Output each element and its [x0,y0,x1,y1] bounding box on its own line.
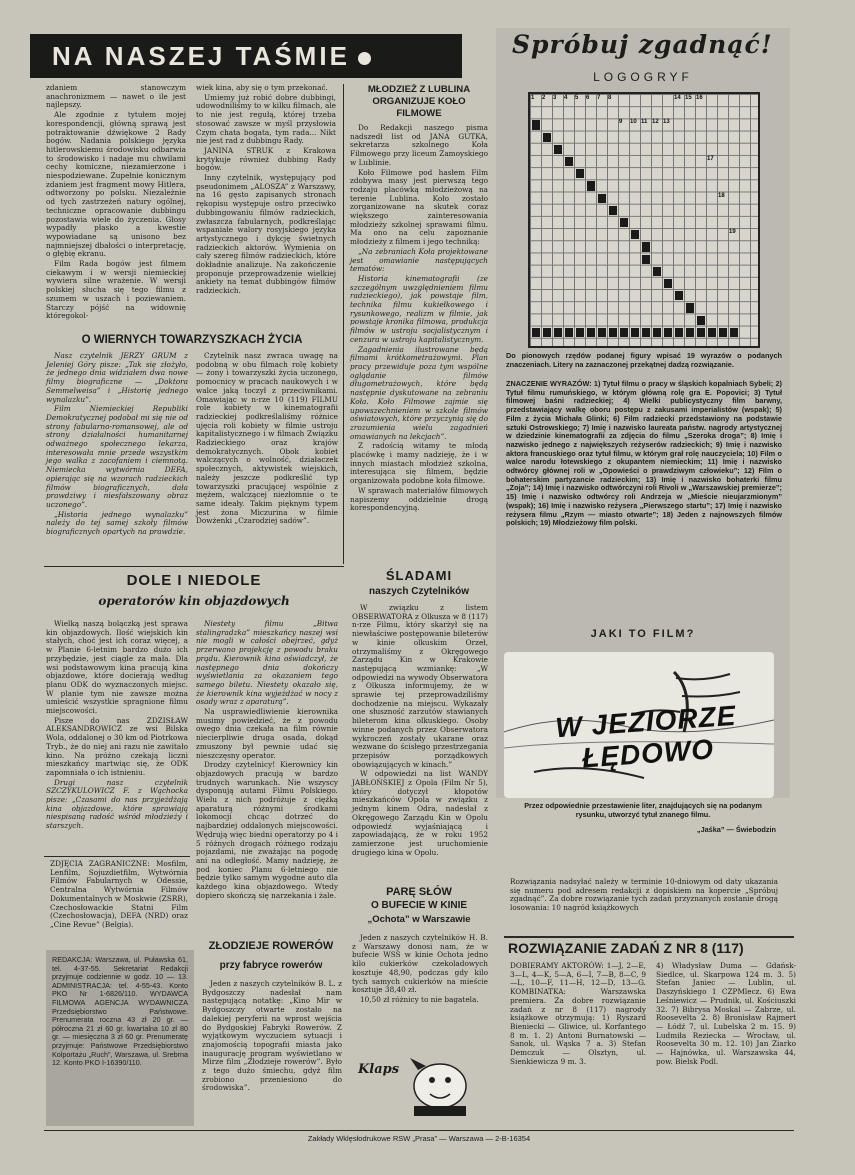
grid-number: 16 [696,95,703,101]
grid-shaded-cell [587,181,595,190]
grid-shaded-cell [576,328,584,337]
footer-rule [44,1130,794,1131]
headline-sladami: ŚLADAMI [385,568,453,583]
grid-number: 18 [718,192,725,199]
grid-shaded-cell [642,328,650,337]
article-wiernych-left [46,352,188,538]
grid-shaded-cell [697,316,705,325]
grid-shaded-cell [598,328,606,337]
grid-number: 8 [608,95,612,101]
logogryf-grid [528,92,760,348]
grid-number: 6 [586,95,590,101]
cartoon-illustration [352,1040,488,1122]
grid-number: 12 [652,119,659,126]
article-dole-right [196,620,338,902]
grid-number: 11 [641,119,648,126]
grid-shaded-cell [653,328,661,337]
jaki-caption: Przez odpowiednie przestawienie liter, znajdujących się na podanym rysunku, utworzyć tytuł znanego filmu. [524,801,762,819]
section-rule [44,856,190,857]
grid-shaded-cell [686,303,694,312]
paragraph: zdaniem stanowczym anachronizmem — nawet o ile jest najlepszy. [46,83,186,110]
logogryf-intro: Do pionowych rzędów podanej figury wpisać 19 wyrazów o podanych znaczeniach. Litery na zaznaczonej przekątnej dadzą rozwiązanie. [506,351,782,369]
paragraph: JANINA STRUK z Krakowa krytykuje również dubbing Rady bogów. [196,145,336,173]
grid-shaded-cell [620,218,628,227]
article-lublin [350,124,488,514]
paragraph: Drodzy czytelnicy! Kierownicy kin objazdowych pracują w bardzo trudnych warunkach. Nie wszyscy dysponują autami Filmu Polskiego. Wielu z nich podróżuje z ciężką aparaturą różnymi środkami lokomocji chcąc dotrzeć do najbardziej oddalonych miejscowości. Wędrują więc biedni operatorzy po 4 i 5 różnych drogach różnego rodzaju pojazdami, nie zważając na pogodę ani na odległość. Mamy nadzieję, że pod koniec Planu 6-letniego nie będzie tylko samym wygodne auto dla każdego kina objazdowego. Wtedy dopiero skończą się narzekania i żale. [196,760,338,900]
section-banner [30,34,462,78]
grid-number: 15 [685,95,692,101]
grid-shaded-cell [543,328,551,337]
headline-rozwiazanie: ROZWIĄZANIE ZADAŃ Z NR 8 (117) [508,940,744,956]
grid-shaded-cell [664,328,672,337]
paragraph: Koło Filmowe pod hasłem Film zdobywa masy jest pierwszą tego rodzaju placówką młodzieżową na terenie Lublina. Koło zostało zorganizowane na skutek coraz większego zainteresowania młodzieży szkolnej sprawami filmu. Ma ono na celu zapoznanie młodzieży z filmem i jego techniką: [350,167,488,247]
paragraph: Czytelnik nasz zwraca uwagę na podobną w obu filmach rolę kobiety — żony i towarzyszki życia uczonego, pomocnicy w pracach naukowych i w walce jaką toczył z przeciwnikami. Omawiając w n-rze 10 (119) FILMU role kobiety w kinematografii radzieckiej podkreślaliśmy różnice ujęcia roli kobiety w filmie ustroju kapitalistycznego i w filmach Związku Radzieckiego oraz krajów demokratycznych. Obok kobiet walczących o wolność, działaczek społecznych, aktywistek wiejskich, należy jeszcze podkreślić typ towarzyszki pracującej wspólnie z mężem, walczącej niezłomnie o te same ideały. Takim pięknym typem jest żona Miczurina w filmie Dowżenki „Czarodziej sadów”. [196,351,338,526]
paragraph: W sprawach materiałów filmowych napiszemy oddzielnie drogą korespondencyjną. [350,485,488,513]
paragraph: „Na zebraniach Koła projektowane jest omawianie następujących tematów: [350,246,488,274]
grid-shaded-cell [609,328,617,337]
grid-shaded-cell [576,169,584,178]
grid-shaded-cell [675,291,683,300]
paragraph: Inny czytelnik, występujący pod pseudonimem „ALOSZA” z Warszawy, na 16 gęsto zapisanych stronach rękopisu występuje ostro przeciwko dubbingowaniu filmów radzieckich, zwłaszcza fabularnych, podkreślając wspaniałe walory rosyjskiego języka artystycznego i dykcję świetnych radzieckich aktorów. Wymienia on cały szereg filmów radzieckich, które dokładnie analizuje. Na zakończenie proponuje przeprowadzenie wielkiej ankiety na temat dubbingów filmów radzieckich. [196,173,336,296]
grid-shaded-cell [587,328,595,337]
jaki-author: „Jaśka” — Świebodzin [696,825,776,834]
grid-shaded-cell [609,206,617,215]
paragraph: wiek kina, aby się o tym przekonać. [196,83,328,92]
banner-title: NA NASZEJ TAŚMIE [52,41,350,71]
paragraph: Pisze do nas ZDZISŁAW ALEKSANDROWICZ ze wsi Bilska Wola, oddalonej o 30 km od Piotrkowa Tryb., że do niej ani razu nie zawitało kino. Na próżno czekają liczni mieszkańcy martwiąc się, że ODK zapomniała o ich istnieniu. [46,715,188,777]
grid-shaded-cell [664,279,672,288]
grid-number: 5 [575,95,579,101]
grid-number: 19 [729,229,736,236]
grid-shaded-cell [532,120,540,129]
article-dole-left [46,620,188,832]
grid-number: 2 [542,95,546,101]
subhead-zlodzieje: przy fabryce rowerów [219,960,323,971]
paragraph: Niestety filmu „Bitwa stalingradzka” mieszkańcy naszej wsi nie mogli w całości obejrzeć, gdyż przerwano projekcję z powodu braku prądu. Kierownik kina oświadczył, że następnego dnia dokończy wyświetlania za okazaniem tego samego biletu. Niestety okazało się, że kierownik kina wyjeżdżać w nocy z osady wraz z aparaturą”. [196,619,338,707]
section-rule [44,566,344,567]
headline-pare-2: O BUFECIE W KINIE [370,900,468,911]
paragraph: Na usprawiedliwienie kierownika musimy powiedzieć, że z powodu owego dnia czekała na film równie niecierpliwie druga osada, dokąd zmuszony był pewnie udać się nieszczęsny operator. [196,707,338,760]
grid-shaded-cell [708,328,716,337]
solutions-right: 4) Władysław Duma — Gdańsk-Siedlce, ul. Skarpowa 124 m. 3. 5) Stefan Janiec — Lublin, ul. Daszyńskiego 1 CZPMlecz. 6) Ewa Leśniewicz — Prudnik, ul. Kościuszki 32. 7) Bibrysa Moskal — Zabrze, ul. Roosevelta 2. 8) Bronisław Rajmert — Łódź 7, ul. Lubelska 2 m. 15. 9) Ludmiła Reziecka — Wrocław, ul. Roosevelta 30 m. 12. 10) Jan Ziarko — Hajnówka, ul. Warszawska 44, pow. Bielsk Podl. [656,961,796,1066]
grid-number: 9 [619,119,623,126]
article-pare [352,934,488,1006]
column-rule [343,84,344,564]
article-zlodzieje [202,980,342,1094]
grid-shaded-cell [686,328,694,337]
grid-shaded-cell [642,242,650,251]
grid-shaded-cell [697,328,705,337]
paragraph: Umiemy już robić dobre dubbingi, udowodniliśmy to w kilku filmach, ale to nie jest regułą, której trzeba stosować zawsze w myśl przysłowia Czym chata bogata, tym rada... Nikt nie jest rad z dubbingu Rady. [196,92,336,146]
paragraph: Film Rada bogów jest filmem ciekawym i w wersji niemieckiej wywiera silne wrażenie. W wersji polskiej słucha się tego filmu z szumem w uszach i poziewaniem. Starczy pójść na widownię któregokol- [46,259,186,321]
grid-shaded-cell [730,328,738,337]
cartoon-drawing [352,1040,488,1122]
grid-shaded-cell [642,255,650,264]
grid-number: 13 [663,119,670,126]
subhead-sladami: naszych Czytelników [368,586,470,597]
paragraph: Film Niemieckiej Republiki Demokratycznej podobał mi się nie od strony fabularno-romansowej, ale od strony działalności humanitarnej odważnego społecznego lekarza, interesowała mnie przede wszystkim jego walka z zacofaniem i ciemnotą. Niemiecka wytwórnia DEFA, opierając się na wzorach radzieckich filmów biograficznych, dała prawdziwy i niesfałszowany obraz uczonego”. [46,404,188,509]
cartoon-signature: Klaps [358,1062,400,1077]
paragraph: Zagadnienia ilustrowane będą filmami krótkometrażowymi. Plan pracy przewiduje poza tym wspólne oglądanie filmów długometrażowych, które będą następnie dyskutowane na zebraniu Koła. Koło Filmowe zajmie się upowszechnieniem w szkole filmów oświatowych, które przyczynią się do zrozumienia wielu zagadnień omawianych na lekcjach”. [350,344,488,441]
grid-number: 10 [630,119,637,126]
article-wiernych-right [196,352,338,527]
grid-shaded-cell [653,267,661,276]
puzzle-title: Spróbuj zgadnąć! [512,30,773,59]
grid-shaded-cell [565,328,573,337]
grid-shaded-cell [620,328,628,337]
headline-zlodzieje: ZŁODZIEJE ROWERÓW [208,940,334,952]
banner-dot [358,52,371,65]
grid-number: 7 [597,95,601,101]
paragraph: Jeden z naszych czytelników H. B. z Warszawy donosi nam, że w bufecie WSS w kinie Ochota jedno kilo cukierków czekoladowych kosztuje 48,90, podczas gdy kilo tych samych cukierków na mieście kosztuje 38,40 zł. [352,933,488,995]
grid-shaded-cell [554,328,562,337]
paragraph: Do Redakcji naszego pisma nadszedł list od JANA GUTKA, sekretarza szkolnego Koła Filmowego przy liceum Zamoyskiego w Lublinie. [350,123,488,167]
headline-lublin: MŁODZIEŻ Z LUBLINA ORGANIZUJE KOŁO FILMOWE [367,84,471,119]
article-dubbing-col1 [46,84,186,322]
paragraph: 10,50 zł różnicy to nie bagatela. [360,994,479,1004]
grid-shaded-cell [598,194,606,203]
grid-number: 1 [531,95,535,101]
grid-number: 14 [674,95,681,101]
grid-shaded-cell [675,328,683,337]
grid-number: 17 [707,156,714,162]
footer-printer: Zakłady Wklęsłodrukowe RSW „Prasa” — Warszawa — 2-B-16354 [307,1134,531,1143]
paragraph: Historia kinematografii (ze szczególnym uwzględnieniem filmu radzieckiego), jak powstaje film, technika filmu kukiełkowego i rysunkowego, realizm w filmie, jak powstaje kronika filmowa, produkcja filmów w ustroju socjalistycznym i cenzura w ustroju kapitalistycznym. [350,273,488,344]
headline-pare: PARĘ SŁÓW [386,886,452,898]
paragraph: W związku z listem OBSERWATORA z Olkusza w 8 (117) n-rze Filmu, który skarżył się na niewłaściwe postępowanie bileterów w kinie olkuskim Orzeł, otrzymaliśmy z Okręgowego Zarządu Kin w Krakowie następującą wzmiankę: „W odpowiedzi na wywody Obserwatora z Olkusza informujemy, że w sprawie tej przeprowadziliśmy dochodzenie na miejscu. Wykazały one słuszność zarzutów stawianych bileterom kina olkuskiego. Osoby winne podanych przez Obserwatora wykroczeń zostały ukarane oraz wezwane do ścisłego przestrzegania przepisów porządkowych obowiązujących w kinach.” [352,603,488,769]
logogryf-clues: ZNACZENIE WYRAZÓW: 1) Tytuł filmu o pracy w śląskich kopalniach Sybeli; 2) Tytuł filmu rumuńskiego, w którym główną rolę gra E. Popovici; 3) Tytuł filmowej baśni radzieckiej; 4) Wielki publicystyczny film barwny, przedstawiający walkę oboru postępu z zakusami imperialistów (wspak); 5) Film z życia Michała Glinki; 6) Film radziecki przedstawiony na podstawie sztuki Ostrowskiego; 7) Imię i nazwisko laureata państw. nagrody artystycznej w dziedzinie kinematografii za zdjęcia do filmu „Szeroka droga”; 8) Imię i nazwisko jednego z największych reżyserów radzieckich; 9) Imię i nazwisko aktora francuskiego oraz tytuł filmu, w którym grał rolę nauczyciela; 10) Film o walce narodu łotewskiego z okupantem niemieckim; 11) Imię i nazwisko odtwórcy głównej roli w „Opowieści o prawdziwym człowieku”; 12) Film o bohaterskim partyzancie radzieckim; 13) Imię i nazwisko bohaterki filmu „Zoja”; 14) Imię i nazwisko odtwórczyni roli Rivoli w „Warszawskiej premierze”; 15) Imię i nazwisko odtwórcy roli Andrzeja w „Mieście nieujarzmionym” (wspak); 16) Imię i nazwisko reżysera „Pierwszego startu”; 17) Imię i nazwisko reżysera filmu „Rzym — miasto otwarte”; 18) Jeden z najnowszych filmów polskich; 19) Młodzieżowy film polski. [506,379,782,528]
paragraph: Ale zgodnie z tytułem mojej korespondencji, główną sprawą jest potraktowanie dźwiękowe 2 Rady bogów. Nadania polskiego języka hitlerowskiemu środowisku odbarwia to środowisko i nadaje mu chwilami cechy komiczne, niezamierzone i niespodziewane. Zupełnie konicznym zdaniem jest fragment mowy Hitlera, odtworzony po polsku. Niezależnie od tych zastrzeżeń natury ogólnej, techniczne opracowanie dubbingu pozostawia wiele do życzenia. Głosy wypadły płasko a kwestie wypowiadane są unisono bez najmniejszej dbałości o interpretację, o głębię ekranu. [46,110,186,259]
logogryf-title: LOGOGRYF [593,70,693,84]
paragraph: „Historia jednego wynalazku” należy do tej samej szkoły filmów biograficznych opartych na prawdzie. [46,509,188,537]
photo-credits: ZDJĘCIA ZAGRANICZNE: Mosfilm, Lenfilm, Sojuzdietfilm, Wytwórnia Filmów Fabularnych w Odessie, Centralna Wytwórnia Filmów Dokumentalnych w Moskwie (ZSRR), Czechosłowackie Statni Film (Czechosłowacja), DEFA (NRD) oraz „Cine Revue” (Belgia). [50,859,188,929]
paragraph: Drugi nasz czytelnik SZCZYKULOWICZ F. z Wąchocka pisze: „Czasami do nas przyjeżdżają kina objazdowe, które sprawiają niespisaną radość wśród młodzieży i starszych. [46,777,188,831]
jaki-rules: Rozwiązania nadsyłać należy w terminie 10-dniowym od daty ukazania się numeru pod adresem redakcji z dopiskiem na kopercie „Spróbuj zgadnąć”. Za dobre rozwiązanie tych zadań przyznanych zostanie drogą losowania: 10 nagród książkowych [510,877,778,913]
headline-dole: DOLE I NIEDOLE [126,572,262,589]
paragraph: Nasz czytelnik JERZY GRUM z Jeleniej Góry pisze: „Tak się złożyło, że jednego dnia widziałem dwa nowe filmy biograficzne — „Doktora Semmelweisa” i „Historię jednego wynalazku”. [46,351,188,404]
grid-shaded-cell [631,230,639,239]
grid-shaded-cell [631,328,639,337]
section-rule [504,936,794,938]
paragraph: Z radością witamy te młodą placówkę i mamy nadzieję, że i w innych miastach młodzież szkolna, interesująca się filmem, będzie organizowała podobne koła filmowe. [350,441,488,486]
article-dubbing-col2 [196,84,336,297]
paragraph: W odpowiedzi na list WANDY JABŁOŃSKIEJ z Opola (Film Nr 5), który dotyczył kłopotów mieszkańców Opola w związku z jednym kinem Odra, nadesłał z Okręgowego Zarządu Kin w Opolu odpowiedź wyjaśniającą i zapowiadającą, że w roku 1952 zamierzone jest uruchomienie drugiego kina w Opolu. [352,769,488,857]
grid-shaded-cell [554,145,562,154]
paragraph: Jeden z naszych czytelników B. L. z Bydgoszczy nadesłał nam następującą notatkę: „Kino Mir w Bydgoszczy otwarte zostało na dalekiej peryferii na wprost wejścia do Bydgoskiej Fabryki Rowerów. Z wyjątkowym wyczuciem sytuacji i znajomością topografii miasta jako inaugurację program wyświetlano w Mirze film „Złodzieje rowerów”. Było z tego dużo śmiechu, gdyż film zrobiono przeniesiono do środowiska”. [202,979,342,1093]
grid-number: 4 [564,95,568,101]
article-sladami [352,604,488,858]
headline-pare-3: „Ochota” w Warszawie [367,914,471,925]
solutions-left: DOBIERAMY AKTORÓW: 1—J, 2—E, 3—L, 4—K, 5—A, 6—I, 7—B, 8—C, 9—L, 10—F, 11—H, 12—D, 13—G. KOMBINATKA: Warszawska premiera. Za dobre rozwiązanie zadań z nr 8 (117) nagrody książkowe otrzymują: 1) Ryszard Bieniecki — Gliwice, ul. Korfantego 8 m. 1. 2) Antoni Burnatowski — Sanok, ul. Wąska 7 a. 3) Stefan Demczuk — Olsztyn, ul. Sienkiewicza 9 m. 3. [510,961,646,1066]
grid-shaded-cell [543,133,551,142]
headline-jaki: JAKI TO FILM? [590,628,696,640]
grid-shaded-cell [532,328,540,337]
grid-shaded-cell [565,157,573,166]
redakcja-text: REDAKCJA: Warszawa, ul. Puławska 61, tel. 4-37-55. Sekretariat Redakcji przyjmuje codziennie w godz. 10 — 13. ADMINISTRACJA: tel. 4-55-43. Konto PKO Nr 1-6826/110. WYDAWCA FILMOWA AGENCJA WYDAWNICZA Przedsiębiorstwo Państwowe. Prenumerata roczna 43 zł 20 gr. — półroczna 21 zł 60 gr. kwartalna 10 zł 80 gr. — miesięczna 3 zł 60 gr. Prenumeratę przyjmuje: Państwowe Przedsiębiorstwo Kolportażu „Ruch”, Warszawa, ul. Srebrna 12. Konto PKO I-16390/110. [52,955,188,1068]
puzzle-image [504,652,774,798]
puzzle-image-text: W JEZIORZE ŁĘDOWO [554,699,738,774]
subhead-dole: operatorów kin objazdowych [98,594,290,608]
paragraph: Wielką naszą bolączką jest sprawa kin objazdowych. Ilość wiejskich kin stałych, choć jest ich coraz więcej, a w Planie 6-letnim bardzo dużo ich przybędzie, jest ciągle za mała. Dla wsi podstawowym kina pracują kina objazdowe, które docierają według planu ODK do wyznaczonych miejsc. W planie tym nie zawsze można umieścić wszystkie spragnione filmu miejscowości. [46,619,188,716]
grid-number: 3 [553,95,557,101]
grid-shaded-cell [719,328,727,337]
headline-wiernych: O WIERNYCH TOWARZYSZKACH ŻYCIA [81,334,303,346]
